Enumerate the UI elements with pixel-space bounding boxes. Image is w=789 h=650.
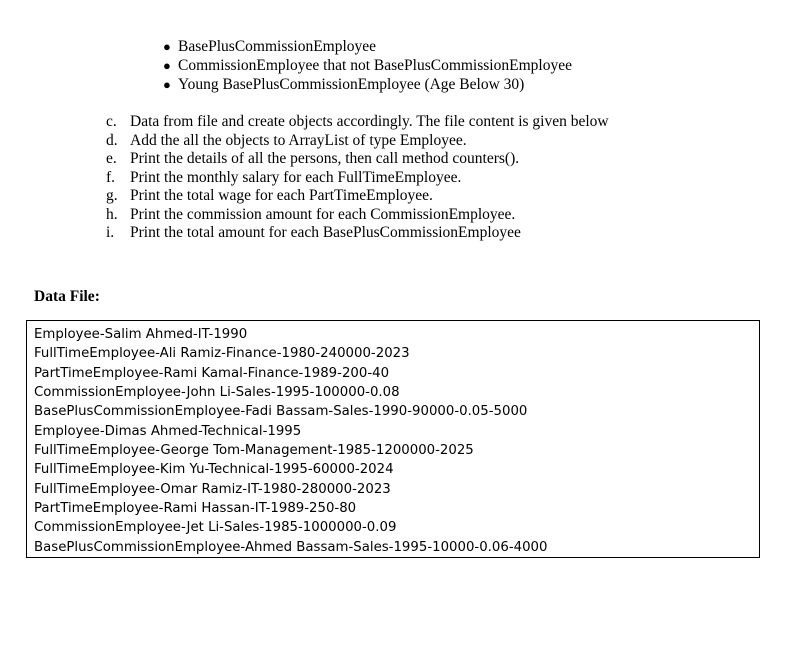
step-item xyxy=(106,132,609,151)
step-text: Data from file and create objects accordingly. The file content is given below xyxy=(130,113,609,130)
data-file-box xyxy=(26,320,760,558)
data-file-line: BasePlusCommissionEmployee-Ahmed Bassam-Sales-1995-10000-0.06-4000 xyxy=(34,539,548,555)
bullet-dot-icon: ● xyxy=(163,58,171,73)
step-marker: e. xyxy=(106,150,117,167)
step-marker: c. xyxy=(106,113,117,130)
data-file-line: PartTimeEmployee-Rami Kamal-Finance-1989-200-40 xyxy=(34,365,390,381)
data-file-line: CommissionEmployee-John Li-Sales-1995-100000-0.08 xyxy=(34,385,400,401)
step-text: Add the all the objects to ArrayList of type Employee. xyxy=(130,131,467,149)
bullet-item xyxy=(163,37,572,56)
bullet-text: Young BasePlusCommissionEmployee (Age Below 30) xyxy=(178,76,525,93)
data-file-line: Employee-Salim Ahmed-IT-1990 xyxy=(34,327,248,342)
data-file-line: FullTimeEmployee-Omar Ramiz-IT-1980-280000-2023 xyxy=(34,481,391,497)
step-item xyxy=(106,150,609,169)
bullet-dot-icon: ● xyxy=(163,77,171,92)
step-text: Print the monthly salary for each FullTimeEmployee. xyxy=(130,168,462,186)
step-text: Print the total wage for each PartTimeEmployee. xyxy=(130,187,433,204)
step-item xyxy=(106,224,609,243)
steps-list xyxy=(106,113,609,243)
step-marker: i. xyxy=(106,224,115,241)
step-item xyxy=(106,206,609,225)
step-item xyxy=(106,169,609,188)
step-text: Print the total amount for each BasePlusCommissionEmployee xyxy=(130,224,521,241)
step-text: Print the commission amount for each CommissionEmployee. xyxy=(130,205,516,223)
step-marker: g. xyxy=(106,187,118,204)
step-marker: h. xyxy=(106,205,118,223)
data-file-line: FullTimeEmployee-Kim Yu-Technical-1995-60000-2024 xyxy=(34,462,394,478)
data-file-line: FullTimeEmployee-George Tom-Management-1985-1200000-2025 xyxy=(34,443,474,459)
step-item xyxy=(106,187,609,206)
bullet-text: CommissionEmployee that not BasePlusCommissionEmployee xyxy=(178,57,572,74)
data-file-line: Employee-Dimas Ahmed-Technical-1995 xyxy=(34,423,302,439)
step-marker: f. xyxy=(106,168,116,186)
data-file-line: BasePlusCommissionEmployee-Fadi Bassam-Sales-1990-90000-0.05-5000 xyxy=(34,404,528,420)
step-item xyxy=(106,113,609,132)
bullet-item xyxy=(163,56,572,75)
data-file-title: Data File: xyxy=(34,288,100,305)
data-file-line: FullTimeEmployee-Ali Ramiz-Finance-1980-240000-2023 xyxy=(34,346,410,362)
data-file-line: PartTimeEmployee-Rami Hassan-IT-1989-250-80 xyxy=(34,501,357,517)
step-marker: d. xyxy=(106,131,118,149)
bullet-dot-icon: ● xyxy=(163,39,171,54)
bullet-item xyxy=(163,75,572,94)
bullet-text: BasePlusCommissionEmployee xyxy=(178,38,377,55)
data-file-line: CommissionEmployee-Jet Li-Sales-1985-1000000-0.09 xyxy=(34,520,397,536)
step-text: Print the details of all the persons, then call method counters(). xyxy=(130,150,520,167)
bullet-list xyxy=(163,37,572,94)
